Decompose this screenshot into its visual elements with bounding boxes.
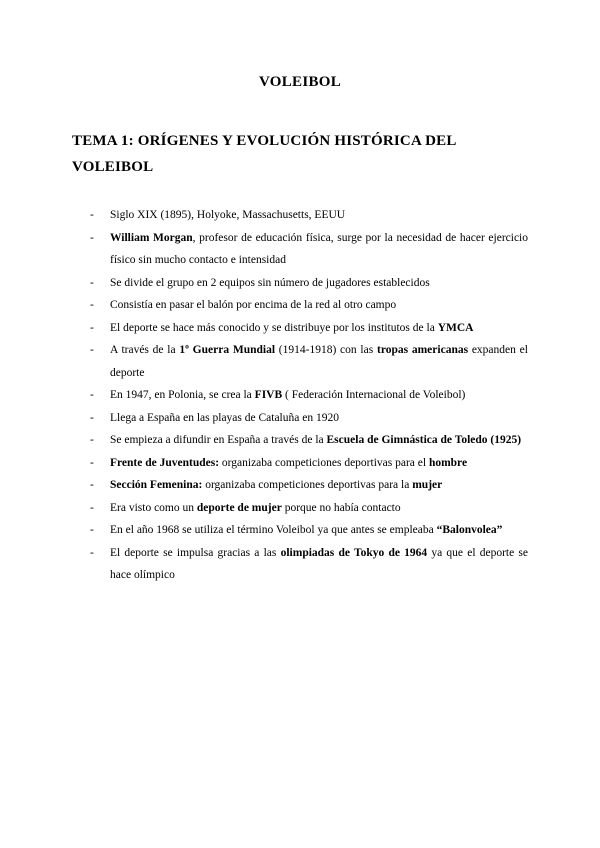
bullet-dash: -: [90, 501, 94, 514]
bullet-list: [0, 204, 600, 587]
text-run: Siglo XIX (1895), Holyoke, Massachusetts, EEUU: [110, 209, 346, 221]
bullet-text: [110, 204, 528, 227]
bold-text: Escuela de Gimnástica de Toledo (1925): [326, 434, 522, 446]
bold-text: olimpiadas de Tokyo de 1964: [280, 546, 428, 559]
bullet-dash: -: [90, 344, 94, 356]
bullet-text: [110, 452, 528, 475]
bullet-text: [110, 317, 528, 340]
text-run: , profesor de educación física, surge por la necesidad de hacer ejercicio físico sin mucho contacto e intensidad: [110, 231, 528, 266]
bold-text: Frente de Juventudes:: [110, 456, 220, 469]
text-run: expanden el deporte: [110, 344, 528, 379]
bullet-item: [0, 227, 528, 272]
bullet-item: [0, 294, 528, 317]
bullet-dash: -: [90, 231, 94, 244]
text-run: Era visto como un: [110, 501, 197, 514]
bullet-item: [0, 384, 528, 407]
bold-text: Sección Femenina:: [110, 479, 203, 491]
bullet-text: [110, 497, 528, 520]
bullet-text: [110, 474, 528, 497]
bold-text: hombre: [428, 456, 468, 469]
text-run: porque no había contacto: [281, 501, 401, 514]
bullet-item: [0, 474, 528, 497]
bullet-item: [0, 429, 528, 452]
bullet-item: [0, 272, 528, 295]
bold-text: FIVB: [254, 389, 283, 401]
text-run: Llega a España en las playas de Cataluña en 1920: [110, 411, 339, 424]
text-run: En el año 1968 se utiliza el término Voleibol ya que antes se empleaba: [110, 524, 437, 536]
text-run: Consistía en pasar el balón por encima de la red al otro campo: [110, 299, 397, 311]
bullet-dash: -: [90, 389, 94, 401]
bullet-dash: -: [90, 434, 94, 446]
document-title: VOLEIBOL: [258, 74, 342, 90]
bullet-text: [110, 429, 528, 452]
text-run: ya que el deporte se hace olímpico: [110, 546, 529, 581]
text-run: organizaba competiciones deportivas para la: [202, 479, 413, 491]
bullet-item: [0, 497, 528, 520]
bullet-item: [0, 519, 528, 542]
bold-text: mujer: [412, 479, 443, 491]
bullet-text: [110, 519, 528, 542]
bullet-dash: -: [90, 276, 94, 289]
bullet-item: [0, 204, 528, 227]
bold-text: deporte de mujer: [196, 501, 282, 514]
text-run: organizaba competiciones deportivas para el: [219, 456, 429, 469]
bullet-dash: -: [90, 209, 94, 221]
text-run: El deporte se impulsa gracias a las: [110, 546, 281, 559]
bullet-item: [0, 407, 528, 430]
bullet-text: [110, 384, 528, 407]
bold-text: tropas americanas: [376, 344, 469, 356]
bullet-item: [0, 339, 528, 384]
bullet-item: [0, 542, 528, 587]
bullet-dash: -: [90, 524, 94, 536]
text-run: Se divide el grupo en 2 equipos sin número de jugadores establecidos: [110, 276, 430, 289]
bullet-dash: -: [90, 411, 94, 424]
text-run: (1914-1918) con las: [275, 344, 377, 356]
section-heading: TEMA 1: ORÍGENES Y EVOLUCIÓN HISTÓRICA DEL VOLEIBOL: [72, 133, 456, 175]
bullet-dash: -: [90, 546, 94, 559]
text-run: En 1947, en Polonia, se crea la: [110, 389, 255, 401]
bullet-text: [110, 272, 528, 295]
bullet-text: [110, 407, 528, 430]
bullet-dash: -: [90, 321, 94, 334]
text-run: Se empieza a difundir en España a través de la: [110, 434, 327, 446]
bullet-dash: -: [90, 479, 94, 491]
text-run: El deporte se hace más conocido y se distribuye por los institutos de la: [110, 321, 438, 334]
bold-text: YMCA: [437, 321, 474, 334]
bold-text: William Morgan: [110, 231, 193, 244]
text-run: A través de la: [110, 344, 180, 356]
bullet-dash: -: [90, 299, 94, 311]
bullet-text: [110, 542, 528, 587]
bold-text: “Balonvolea”: [436, 524, 503, 536]
bullet-text: [110, 227, 528, 272]
bullet-item: [0, 317, 528, 340]
bullet-item: [0, 452, 528, 475]
bullet-dash: -: [90, 456, 94, 469]
bold-text: 1º Guerra Mundial: [179, 344, 276, 356]
text-run: ( Federación Internacional de Voleibol): [282, 389, 466, 401]
bullet-text: [110, 294, 528, 317]
bullet-text: [110, 339, 528, 384]
